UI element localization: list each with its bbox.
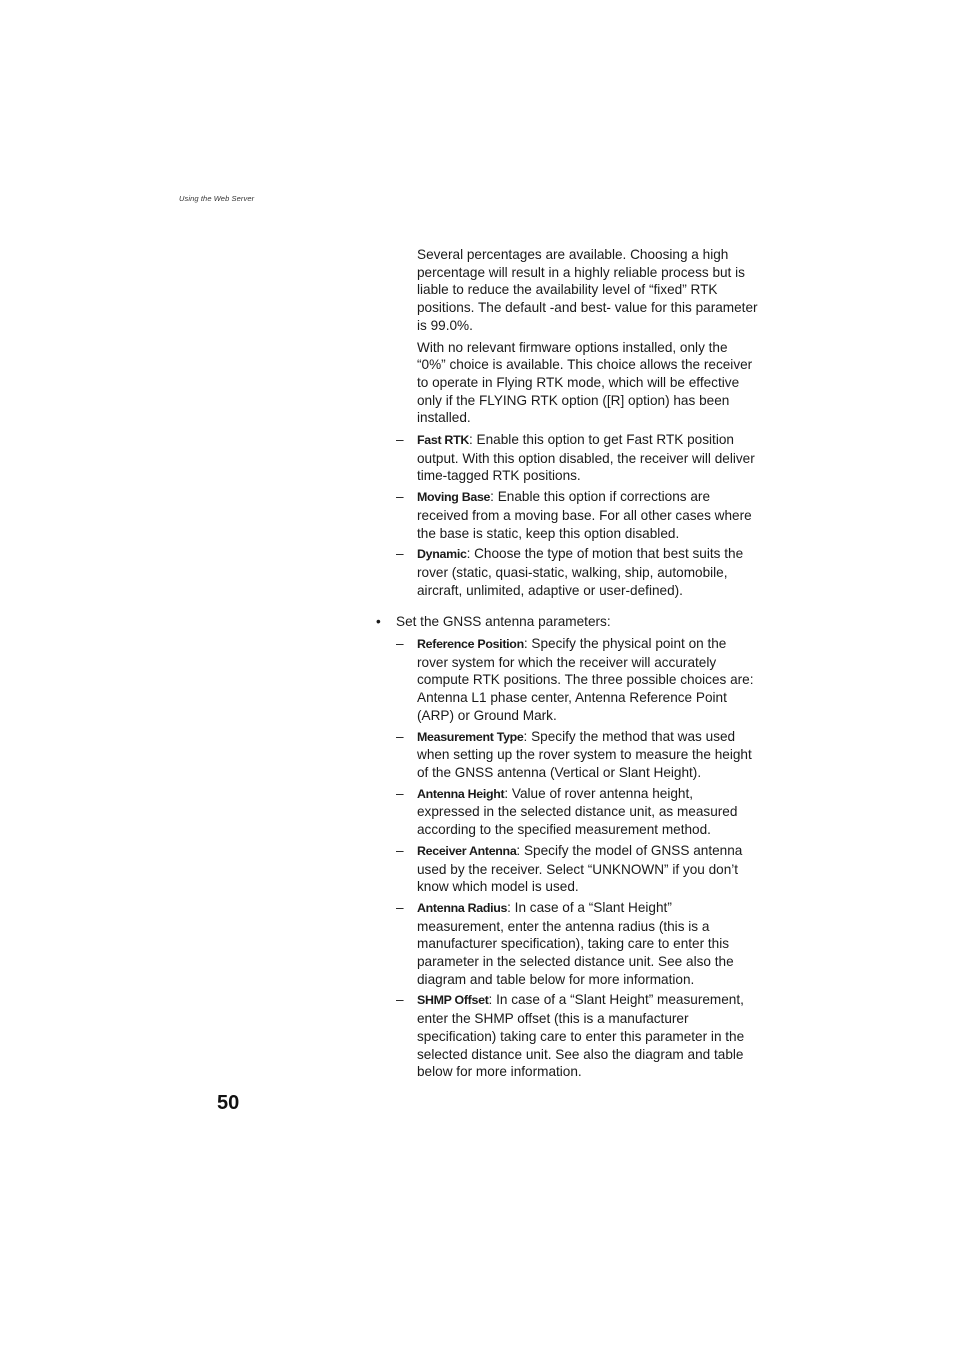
term-description: : Enable this option to get Fast RTK position output. With this option disabled, the receiver will deliver time-tagged RTK positions. [417,432,755,484]
bullet-label: Set the GNSS antenna parameters: [396,614,611,630]
bullet-item-antenna-parameters [376,613,758,631]
page-number: 50 [217,1092,240,1114]
list-item-receiver-antenna [396,842,758,896]
term-description: : Enable this option if corrections are received from a moving base. For all other cases where the base is static, keep this option disabled. [417,489,752,541]
list-item-moving-base [396,488,758,542]
term-description: : Choose the type of motion that best suits the rover (static, quasi-static, walking, ship, automobile, aircraft, unlimited, adaptive or user-defined). [417,546,744,598]
list-item-measurement-type [396,728,758,782]
term-label: Measurement Type [417,729,524,744]
list-item-dynamic [396,545,758,599]
dash-marker: – [396,432,404,448]
list-item-antenna-height [396,785,758,839]
term-description: : In case of a “Slant Height” measurement, enter the SHMP offset (this is a manufacturer specification) taking care to enter this parameter in the selected distance unit. See also the diagram and table below for more information. [417,992,745,1080]
list-item-shmp-offset [396,991,758,1081]
intro-paragraph: With no relevant firmware options installed, only the “0%” choice is available. This choice allows the receiver to operate in Flying RTK mode, which will be effective only if the FLYING RTK option ([R] option) has been installed. [417,339,753,426]
term-label: Moving Base [417,490,491,505]
term-description: : In case of a “Slant Height” measurement, enter the antenna radius (this is a manufacturer specification), taking care to enter this parameter in the selected distance unit. See also the diagram and table below for more information. [417,899,734,987]
term-description: : Specify the model of GNSS antenna used by the receiver. Select “UNKNOWN” if you don’t know which model is used. [417,842,743,895]
list-item-antenna-radius [396,899,758,989]
term-description: : Specify the method that was used when setting up the rover system to measure the height of the GNSS antenna (Vertical or Slant Height). [417,728,752,780]
bullet-marker: • [376,614,381,630]
dash-marker: – [396,636,404,652]
term-label: SHMP Offset [417,993,489,1008]
list-item-fast-rtk [396,431,758,485]
running-header: Using the Web Server [179,194,255,203]
term-description: : Specify the physical point on the rover system for which the receiver will accurately compute RTK positions. The three possible choices are: Antenna L1 phase center, Antenna Reference Point (ARP) or Ground Mark. [417,636,754,723]
dash-marker: – [396,992,404,1008]
dash-marker: – [396,728,404,744]
list-item-reference-position [396,635,758,725]
intro-paragraph: Several percentages are available. Choosing a high percentage will result in a highly reliable process but is liable to reduce the availability level of “fixed” RTK positions. The default -and best- value for this parameter is 99.0%. [417,247,758,333]
dash-marker: – [396,546,404,562]
term-label: Fast RTK [417,433,469,448]
antenna-parameter-list [374,635,758,1081]
term-description: : Value of rover antenna height, expressed in the selected distance unit, as measured according to the specified measurement method. [417,785,738,838]
term-label: Receiver Antenna [417,843,517,858]
term-label: Antenna Height [417,786,505,801]
term-label: Antenna Radius [417,900,508,915]
dash-marker: – [396,899,404,915]
main-content [374,246,758,1084]
dash-marker: – [396,842,404,858]
term-label: Dynamic [417,547,467,562]
dash-marker: – [396,489,404,505]
dash-marker: – [396,785,404,801]
term-label: Reference Position [417,637,524,652]
